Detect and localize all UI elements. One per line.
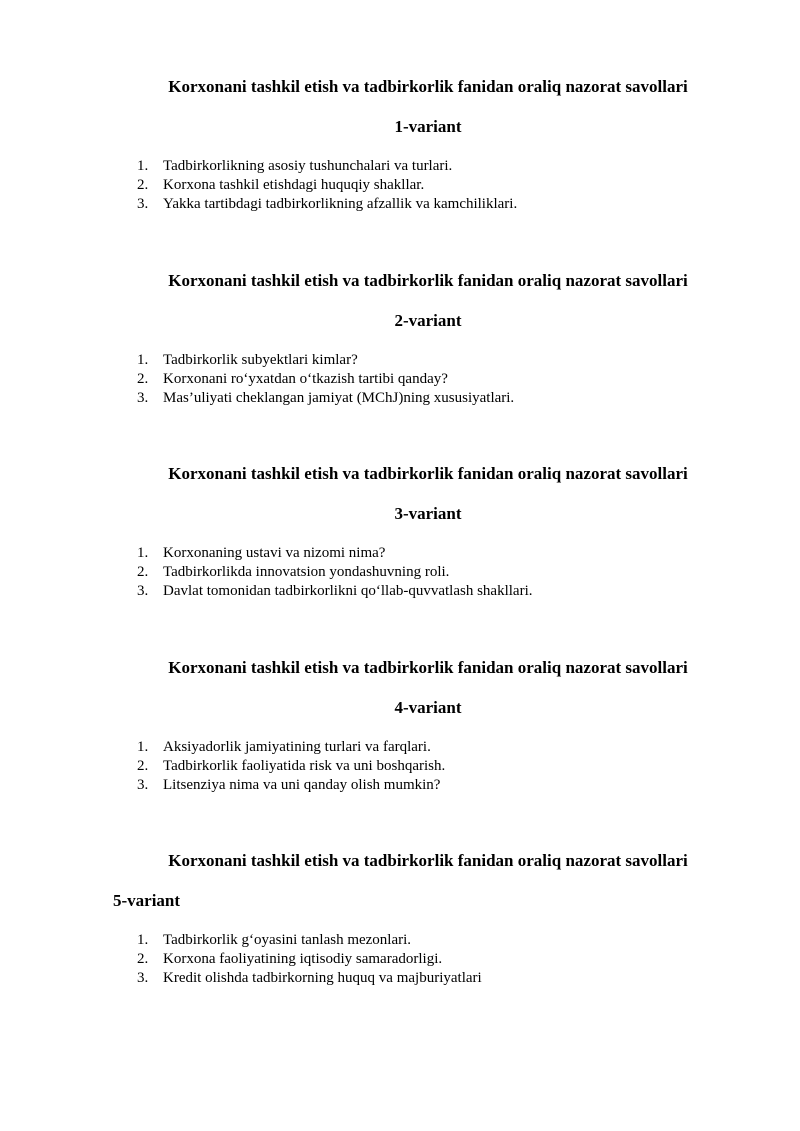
question-number: 1. bbox=[137, 932, 149, 948]
section-title: Korxonani tashkil etish va tadbirkorlik fanidan oraliq nazorat savollari bbox=[168, 271, 688, 290]
question-text: Litsenziya nima va uni qanday olish mumkin? bbox=[163, 777, 441, 793]
question-text: Tadbirkorlikda innovatsion yondashuvning roli. bbox=[163, 564, 450, 580]
variant-heading: 2-variant bbox=[394, 311, 462, 330]
question-number: 2. bbox=[137, 951, 149, 967]
question-text: Korxonaning ustavi va nizomi nima? bbox=[163, 545, 386, 561]
section-title: Korxonani tashkil etish va tadbirkorlik fanidan oraliq nazorat savollari bbox=[168, 77, 688, 96]
question-number: 3. bbox=[137, 970, 149, 986]
question-number: 1. bbox=[137, 739, 149, 755]
question-number: 3. bbox=[137, 390, 149, 406]
question-number: 1. bbox=[137, 352, 149, 368]
variant-heading: 4-variant bbox=[394, 698, 462, 717]
question-text: Mas’uliyati cheklangan jamiyat (MChJ)ning xususiyatlari. bbox=[163, 390, 515, 406]
variant-heading: 3-variant bbox=[394, 504, 462, 523]
question-number: 3. bbox=[137, 777, 149, 793]
question-number: 3. bbox=[137, 196, 149, 212]
question-text: Korxona faoliyatining iqtisodiy samaradorligi. bbox=[163, 951, 443, 967]
question-number: 2. bbox=[137, 758, 149, 774]
question-number: 3. bbox=[137, 583, 149, 599]
question-text: Tadbirkorlik g‘oyasini tanlash mezonlari. bbox=[163, 932, 412, 948]
question-text: Kredit olishda tadbirkorning huquq va majburiyatlari bbox=[163, 970, 482, 986]
question-number: 2. bbox=[137, 177, 149, 193]
section-title: Korxonani tashkil etish va tadbirkorlik fanidan oraliq nazorat savollari bbox=[168, 658, 688, 677]
question-text: Yakka tartibdagi tadbirkorlikning afzallik va kamchiliklari. bbox=[163, 196, 518, 212]
question-number: 2. bbox=[137, 371, 149, 387]
question-text: Tadbirkorlik faoliyatida risk va uni boshqarish. bbox=[163, 758, 446, 774]
question-text: Aksiyadorlik jamiyatining turlari va farqlari. bbox=[163, 739, 431, 755]
question-text: Tadbirkorlikning asosiy tushunchalari va turlari. bbox=[163, 158, 453, 174]
variant-heading: 1-variant bbox=[394, 117, 462, 136]
question-number: 1. bbox=[137, 545, 149, 561]
question-text: Tadbirkorlik subyektlari kimlar? bbox=[163, 352, 358, 368]
section-title: Korxonani tashkil etish va tadbirkorlik fanidan oraliq nazorat savollari bbox=[168, 851, 688, 870]
question-text: Korxonani ro‘yxatdan o‘tkazish tartibi qanday? bbox=[163, 371, 448, 387]
section-title: Korxonani tashkil etish va tadbirkorlik fanidan oraliq nazorat savollari bbox=[168, 464, 688, 483]
question-text: Korxona tashkil etishdagi huquqiy shakllar. bbox=[163, 177, 425, 193]
question-number: 1. bbox=[137, 158, 149, 174]
variant-heading: 5-variant bbox=[113, 891, 181, 910]
question-text: Davlat tomonidan tadbirkorlikni qo‘llab-quvvatlash shakllari. bbox=[163, 583, 533, 599]
question-number: 2. bbox=[137, 564, 149, 580]
